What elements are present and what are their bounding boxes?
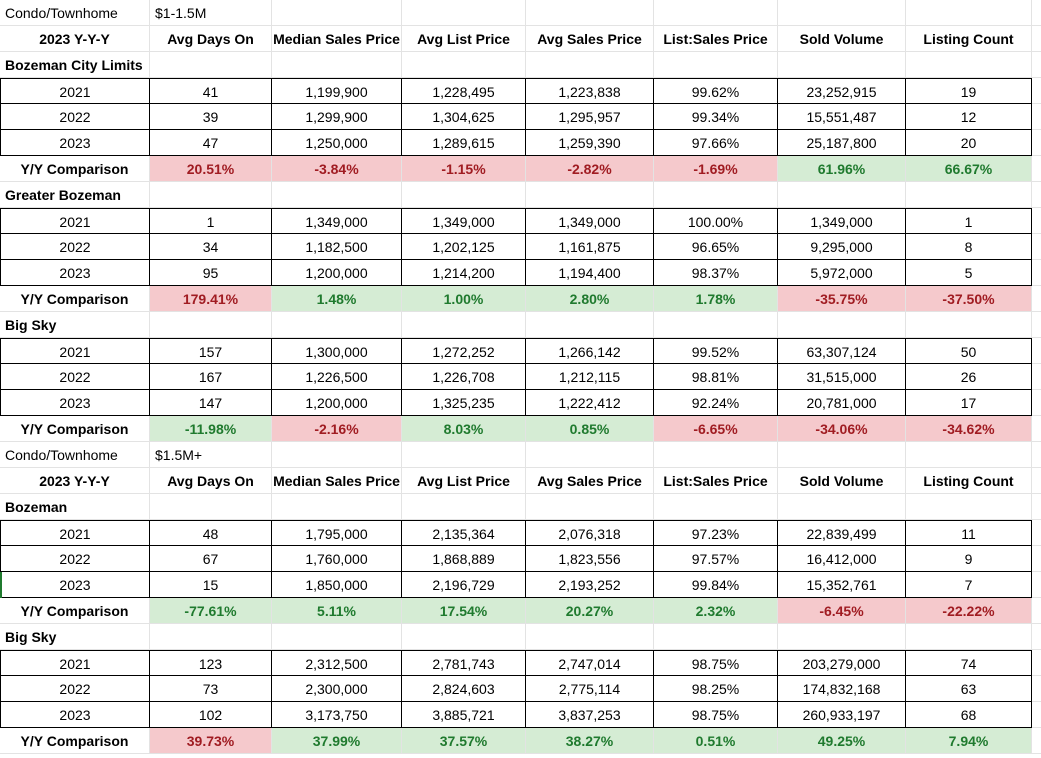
comparison-value[interactable]: -35.75%	[778, 286, 906, 312]
value-cell[interactable]: 1,223,838	[526, 78, 654, 104]
column-header[interactable]: List:Sales Price	[654, 26, 778, 52]
area-row	[0, 494, 1041, 520]
year-label[interactable]: 2022	[0, 234, 150, 260]
value-cell[interactable]: 68	[906, 702, 1032, 728]
year-label[interactable]: 2021	[0, 208, 150, 234]
comparison-value[interactable]: -1.15%	[402, 156, 526, 182]
value-cell[interactable]: 1,304,625	[402, 104, 526, 130]
empty-cell[interactable]	[1032, 364, 1041, 390]
value-cell[interactable]: 174,832,168	[778, 676, 906, 702]
comparison-value[interactable]: 37.99%	[272, 728, 402, 754]
comparison-value[interactable]: 1.48%	[272, 286, 402, 312]
empty-cell[interactable]	[906, 0, 1032, 26]
empty-cell[interactable]	[1032, 702, 1041, 728]
price-range-label[interactable]: $1.5M+	[150, 442, 272, 468]
property-type-label[interactable]: Condo/Townhome	[0, 442, 150, 468]
empty-cell[interactable]	[654, 442, 778, 468]
value-cell[interactable]: 12	[906, 104, 1032, 130]
year-label[interactable]: 2022	[0, 546, 150, 572]
value-cell[interactable]: 15	[150, 572, 272, 598]
empty-cell[interactable]	[1032, 312, 1041, 338]
column-header[interactable]: Median Sales Price	[272, 26, 402, 52]
value-cell[interactable]: 34	[150, 234, 272, 260]
value-cell[interactable]: 1,295,957	[526, 104, 654, 130]
value-cell[interactable]: 167	[150, 364, 272, 390]
value-cell[interactable]: 5,972,000	[778, 260, 906, 286]
value-cell[interactable]: 1,226,500	[272, 364, 402, 390]
area-row	[0, 624, 1041, 650]
comparison-value[interactable]: 38.27%	[526, 728, 654, 754]
empty-cell[interactable]	[150, 312, 272, 338]
value-cell[interactable]: 147	[150, 390, 272, 416]
comparison-value[interactable]: 37.57%	[402, 728, 526, 754]
value-cell[interactable]: 123	[150, 650, 272, 676]
comparison-label[interactable]: Y/Y Comparison	[0, 416, 150, 442]
comparison-label[interactable]: Y/Y Comparison	[0, 598, 150, 624]
value-cell[interactable]: 23,252,915	[778, 78, 906, 104]
value-cell[interactable]: 1,272,252	[402, 338, 526, 364]
comparison-value[interactable]: 1.78%	[654, 286, 778, 312]
empty-cell[interactable]	[526, 442, 654, 468]
value-cell[interactable]: 9	[906, 546, 1032, 572]
empty-cell[interactable]	[906, 442, 1032, 468]
empty-cell[interactable]	[272, 182, 402, 208]
empty-cell[interactable]	[1032, 0, 1041, 26]
empty-cell[interactable]	[1032, 104, 1041, 130]
empty-cell[interactable]	[1032, 208, 1041, 234]
year-label[interactable]: 2023	[0, 390, 150, 416]
value-cell[interactable]: 50	[906, 338, 1032, 364]
empty-cell[interactable]	[654, 52, 778, 78]
year-label[interactable]: 2021	[0, 650, 150, 676]
empty-cell[interactable]	[1032, 624, 1041, 650]
value-cell[interactable]: 41	[150, 78, 272, 104]
year-label[interactable]: 2023	[0, 702, 150, 728]
value-cell[interactable]: 157	[150, 338, 272, 364]
value-cell[interactable]: 1,299,900	[272, 104, 402, 130]
value-cell[interactable]: 99.52%	[654, 338, 778, 364]
empty-cell[interactable]	[526, 52, 654, 78]
empty-cell[interactable]	[906, 624, 1032, 650]
value-cell[interactable]: 19	[906, 78, 1032, 104]
comparison-value[interactable]: -2.82%	[526, 156, 654, 182]
area-row	[0, 182, 1041, 208]
empty-cell[interactable]	[272, 494, 402, 520]
column-header[interactable]: Sold Volume	[778, 468, 906, 494]
value-cell[interactable]: 1,795,000	[272, 520, 402, 546]
empty-cell[interactable]	[272, 0, 402, 26]
comparison-value[interactable]: 2.80%	[526, 286, 654, 312]
year-label[interactable]: 2021	[0, 338, 150, 364]
value-cell[interactable]: 5	[906, 260, 1032, 286]
comparison-value[interactable]: 179.41%	[150, 286, 272, 312]
value-cell[interactable]: 39	[150, 104, 272, 130]
empty-cell[interactable]	[1032, 234, 1041, 260]
comparison-value[interactable]: -11.98%	[150, 416, 272, 442]
year-row	[0, 234, 1041, 260]
empty-cell[interactable]	[1032, 78, 1041, 104]
value-cell[interactable]: 1,850,000	[272, 572, 402, 598]
value-cell[interactable]: 98.75%	[654, 650, 778, 676]
year-label[interactable]: 2021	[0, 78, 150, 104]
empty-cell[interactable]	[402, 312, 526, 338]
comparison-value[interactable]: 39.73%	[150, 728, 272, 754]
value-cell[interactable]: 11	[906, 520, 1032, 546]
value-cell[interactable]: 7	[906, 572, 1032, 598]
empty-cell[interactable]	[272, 442, 402, 468]
comparison-value[interactable]: -3.84%	[272, 156, 402, 182]
price-range-label[interactable]: $1-1.5M	[150, 0, 272, 26]
empty-cell[interactable]	[402, 442, 526, 468]
value-cell[interactable]: 1,259,390	[526, 130, 654, 156]
area-row	[0, 52, 1041, 78]
empty-cell[interactable]	[1032, 676, 1041, 702]
comparison-row	[0, 286, 1041, 312]
comparison-value[interactable]: -22.22%	[906, 598, 1032, 624]
empty-cell[interactable]	[1032, 572, 1041, 598]
year-label[interactable]: 2023	[0, 260, 150, 286]
empty-cell[interactable]	[1032, 26, 1041, 52]
value-cell[interactable]: 67	[150, 546, 272, 572]
year-row	[0, 338, 1041, 364]
empty-cell[interactable]	[526, 312, 654, 338]
value-cell[interactable]: 1,250,000	[272, 130, 402, 156]
year-label[interactable]: 2022	[0, 364, 150, 390]
value-cell[interactable]: 48	[150, 520, 272, 546]
value-cell[interactable]: 99.84%	[654, 572, 778, 598]
comparison-value[interactable]: 61.96%	[778, 156, 906, 182]
empty-cell[interactable]	[526, 624, 654, 650]
period-label[interactable]: 2023 Y-Y-Y	[0, 26, 150, 52]
comparison-value[interactable]: -2.16%	[272, 416, 402, 442]
value-cell[interactable]: 1,289,615	[402, 130, 526, 156]
column-header[interactable]: Avg Days On	[150, 26, 272, 52]
value-cell[interactable]: 99.62%	[654, 78, 778, 104]
empty-cell[interactable]	[778, 0, 906, 26]
comparison-value[interactable]: 66.67%	[906, 156, 1032, 182]
empty-cell[interactable]	[906, 312, 1032, 338]
empty-cell[interactable]	[906, 52, 1032, 78]
comparison-value[interactable]: 2.32%	[654, 598, 778, 624]
column-header[interactable]: Listing Count	[906, 468, 1032, 494]
value-cell[interactable]: 2,196,729	[402, 572, 526, 598]
value-cell[interactable]: 1	[906, 208, 1032, 234]
comparison-value[interactable]: 49.25%	[778, 728, 906, 754]
value-cell[interactable]: 1,228,495	[402, 78, 526, 104]
comparison-value[interactable]: -34.62%	[906, 416, 1032, 442]
value-cell[interactable]: 203,279,000	[778, 650, 906, 676]
value-cell[interactable]: 102	[150, 702, 272, 728]
empty-cell[interactable]	[654, 312, 778, 338]
comparison-value[interactable]: -34.06%	[778, 416, 906, 442]
value-cell[interactable]: 97.57%	[654, 546, 778, 572]
empty-cell[interactable]	[526, 182, 654, 208]
area-name[interactable]: Big Sky	[0, 312, 150, 338]
empty-cell[interactable]	[526, 494, 654, 520]
column-header[interactable]: Avg List Price	[402, 26, 526, 52]
value-cell[interactable]: 2,781,743	[402, 650, 526, 676]
value-cell[interactable]: 20,781,000	[778, 390, 906, 416]
value-cell[interactable]: 15,551,487	[778, 104, 906, 130]
value-cell[interactable]: 63,307,124	[778, 338, 906, 364]
year-row	[0, 702, 1041, 728]
empty-cell[interactable]	[1032, 546, 1041, 572]
value-cell[interactable]: 98.81%	[654, 364, 778, 390]
empty-cell[interactable]	[778, 494, 906, 520]
empty-cell[interactable]	[150, 624, 272, 650]
year-row	[0, 546, 1041, 572]
value-cell[interactable]: 74	[906, 650, 1032, 676]
value-cell[interactable]: 15,352,761	[778, 572, 906, 598]
column-header-row	[0, 26, 1041, 52]
empty-cell[interactable]	[1032, 494, 1041, 520]
value-cell[interactable]: 31,515,000	[778, 364, 906, 390]
comparison-value[interactable]: 8.03%	[402, 416, 526, 442]
empty-cell[interactable]	[402, 182, 526, 208]
value-cell[interactable]: 1,161,875	[526, 234, 654, 260]
column-header[interactable]: Avg List Price	[402, 468, 526, 494]
value-cell[interactable]: 1,182,500	[272, 234, 402, 260]
empty-cell[interactable]	[1032, 338, 1041, 364]
year-label[interactable]: 2022	[0, 104, 150, 130]
column-header[interactable]: Avg Days On	[150, 468, 272, 494]
year-label[interactable]: 2021	[0, 520, 150, 546]
comparison-label[interactable]: Y/Y Comparison	[0, 286, 150, 312]
value-cell[interactable]: 1,199,900	[272, 78, 402, 104]
value-cell[interactable]: 1,214,200	[402, 260, 526, 286]
empty-cell[interactable]	[150, 52, 272, 78]
column-header[interactable]: Median Sales Price	[272, 468, 402, 494]
empty-cell[interactable]	[778, 312, 906, 338]
comparison-row	[0, 416, 1041, 442]
empty-cell[interactable]	[654, 494, 778, 520]
empty-cell[interactable]	[1032, 286, 1041, 312]
value-cell[interactable]: 2,135,364	[402, 520, 526, 546]
value-cell[interactable]: 2,076,318	[526, 520, 654, 546]
value-cell[interactable]: 2,747,014	[526, 650, 654, 676]
value-cell[interactable]: 73	[150, 676, 272, 702]
empty-cell[interactable]	[150, 494, 272, 520]
value-cell[interactable]: 2,300,000	[272, 676, 402, 702]
empty-cell[interactable]	[1032, 390, 1041, 416]
column-header[interactable]: Avg Sales Price	[526, 26, 654, 52]
value-cell[interactable]: 96.65%	[654, 234, 778, 260]
value-cell[interactable]: 98.37%	[654, 260, 778, 286]
comparison-value[interactable]: 0.51%	[654, 728, 778, 754]
value-cell[interactable]: 1,868,889	[402, 546, 526, 572]
year-label[interactable]: 2023	[0, 130, 150, 156]
comparison-row	[0, 598, 1041, 624]
comparison-value[interactable]: 17.54%	[402, 598, 526, 624]
empty-cell[interactable]	[1032, 650, 1041, 676]
value-cell[interactable]: 1,349,000	[526, 208, 654, 234]
empty-cell[interactable]	[1032, 442, 1041, 468]
comparison-value[interactable]: 0.85%	[526, 416, 654, 442]
value-cell[interactable]: 20	[906, 130, 1032, 156]
empty-cell[interactable]	[906, 494, 1032, 520]
year-row	[0, 130, 1041, 156]
empty-cell[interactable]	[526, 0, 654, 26]
value-cell[interactable]: 1,200,000	[272, 390, 402, 416]
area-name[interactable]: Greater Bozeman	[0, 182, 150, 208]
comparison-value[interactable]: -1.69%	[654, 156, 778, 182]
year-row	[0, 260, 1041, 286]
year-row	[0, 676, 1041, 702]
empty-cell[interactable]	[778, 624, 906, 650]
empty-cell[interactable]	[1032, 468, 1041, 494]
value-cell[interactable]: 25,187,800	[778, 130, 906, 156]
value-cell[interactable]: 2,193,252	[526, 572, 654, 598]
empty-cell[interactable]	[272, 52, 402, 78]
comparison-value[interactable]: -6.45%	[778, 598, 906, 624]
value-cell[interactable]: 1,226,708	[402, 364, 526, 390]
value-cell[interactable]: 1,202,125	[402, 234, 526, 260]
comparison-label[interactable]: Y/Y Comparison	[0, 728, 150, 754]
value-cell[interactable]: 1,349,000	[272, 208, 402, 234]
area-name[interactable]: Bozeman City Limits	[0, 52, 150, 78]
comparison-row	[0, 728, 1041, 754]
value-cell[interactable]: 2,824,603	[402, 676, 526, 702]
value-cell[interactable]: 1,349,000	[778, 208, 906, 234]
value-cell[interactable]: 92.24%	[654, 390, 778, 416]
empty-cell[interactable]	[1032, 156, 1041, 182]
value-cell[interactable]: 1,300,000	[272, 338, 402, 364]
value-cell[interactable]: 97.23%	[654, 520, 778, 546]
empty-cell[interactable]	[1032, 728, 1041, 754]
comparison-value[interactable]: -37.50%	[906, 286, 1032, 312]
year-row	[0, 390, 1041, 416]
year-label[interactable]: 2023	[0, 572, 150, 598]
comparison-value[interactable]: -77.61%	[150, 598, 272, 624]
value-cell[interactable]: 16,412,000	[778, 546, 906, 572]
year-row	[0, 650, 1041, 676]
value-cell[interactable]: 95	[150, 260, 272, 286]
empty-cell[interactable]	[402, 52, 526, 78]
area-row	[0, 312, 1041, 338]
value-cell[interactable]: 2,775,114	[526, 676, 654, 702]
value-cell[interactable]: 1,222,412	[526, 390, 654, 416]
comparison-value[interactable]: 7.94%	[906, 728, 1032, 754]
value-cell[interactable]: 1,200,000	[272, 260, 402, 286]
value-cell[interactable]: 1,266,142	[526, 338, 654, 364]
empty-cell[interactable]	[1032, 52, 1041, 78]
value-cell[interactable]: 260,933,197	[778, 702, 906, 728]
year-label[interactable]: 2022	[0, 676, 150, 702]
comparison-value[interactable]: 20.27%	[526, 598, 654, 624]
year-row	[0, 572, 1041, 598]
column-header[interactable]: Sold Volume	[778, 26, 906, 52]
value-cell[interactable]: 63	[906, 676, 1032, 702]
year-row	[0, 104, 1041, 130]
area-name[interactable]: Bozeman	[0, 494, 150, 520]
value-cell[interactable]: 22,839,499	[778, 520, 906, 546]
empty-cell[interactable]	[778, 182, 906, 208]
value-cell[interactable]: 1,212,115	[526, 364, 654, 390]
value-cell[interactable]: 1,823,556	[526, 546, 654, 572]
value-cell[interactable]: 1,194,400	[526, 260, 654, 286]
comparison-value[interactable]: 1.00%	[402, 286, 526, 312]
empty-cell[interactable]	[1032, 416, 1041, 442]
empty-cell[interactable]	[1032, 598, 1041, 624]
value-cell[interactable]: 98.25%	[654, 676, 778, 702]
column-header[interactable]: Avg Sales Price	[526, 468, 654, 494]
comparison-value[interactable]: -6.65%	[654, 416, 778, 442]
value-cell[interactable]: 3,173,750	[272, 702, 402, 728]
column-header-row	[0, 468, 1041, 494]
comparison-value[interactable]: 20.51%	[150, 156, 272, 182]
period-label[interactable]: 2023 Y-Y-Y	[0, 468, 150, 494]
value-cell[interactable]: 99.34%	[654, 104, 778, 130]
value-cell[interactable]: 47	[150, 130, 272, 156]
value-cell[interactable]: 17	[906, 390, 1032, 416]
comparison-value[interactable]: 5.11%	[272, 598, 402, 624]
empty-cell[interactable]	[778, 442, 906, 468]
empty-cell[interactable]	[402, 0, 526, 26]
column-header[interactable]: Listing Count	[906, 26, 1032, 52]
value-cell[interactable]: 1,760,000	[272, 546, 402, 572]
value-cell[interactable]: 9,295,000	[778, 234, 906, 260]
column-header[interactable]: List:Sales Price	[654, 468, 778, 494]
empty-cell[interactable]	[1032, 182, 1041, 208]
empty-cell[interactable]	[906, 182, 1032, 208]
empty-cell[interactable]	[272, 312, 402, 338]
comparison-row	[0, 156, 1041, 182]
empty-cell[interactable]	[1032, 520, 1041, 546]
empty-cell[interactable]	[402, 494, 526, 520]
area-name[interactable]: Big Sky	[0, 624, 150, 650]
row-selection-marker	[0, 572, 2, 598]
year-row	[0, 520, 1041, 546]
year-row	[0, 78, 1041, 104]
value-cell[interactable]: 1,325,235	[402, 390, 526, 416]
value-cell[interactable]: 2,312,500	[272, 650, 402, 676]
value-cell[interactable]: 8	[906, 234, 1032, 260]
property-type-label[interactable]: Condo/Townhome	[0, 0, 150, 26]
year-row	[0, 208, 1041, 234]
empty-cell[interactable]	[150, 182, 272, 208]
value-cell[interactable]: 1,349,000	[402, 208, 526, 234]
value-cell[interactable]: 98.75%	[654, 702, 778, 728]
empty-cell[interactable]	[654, 182, 778, 208]
empty-cell[interactable]	[778, 52, 906, 78]
empty-cell[interactable]	[402, 624, 526, 650]
value-cell[interactable]: 26	[906, 364, 1032, 390]
value-cell[interactable]: 3,837,253	[526, 702, 654, 728]
comparison-label[interactable]: Y/Y Comparison	[0, 156, 150, 182]
value-cell[interactable]: 1	[150, 208, 272, 234]
empty-cell[interactable]	[1032, 260, 1041, 286]
value-cell[interactable]: 97.66%	[654, 130, 778, 156]
value-cell[interactable]: 3,885,721	[402, 702, 526, 728]
value-cell[interactable]: 100.00%	[654, 208, 778, 234]
year-row	[0, 364, 1041, 390]
empty-cell[interactable]	[272, 624, 402, 650]
property-type-row	[0, 442, 1041, 468]
empty-cell[interactable]	[1032, 130, 1041, 156]
empty-cell[interactable]	[654, 0, 778, 26]
empty-cell[interactable]	[654, 624, 778, 650]
property-type-row	[0, 0, 1041, 26]
